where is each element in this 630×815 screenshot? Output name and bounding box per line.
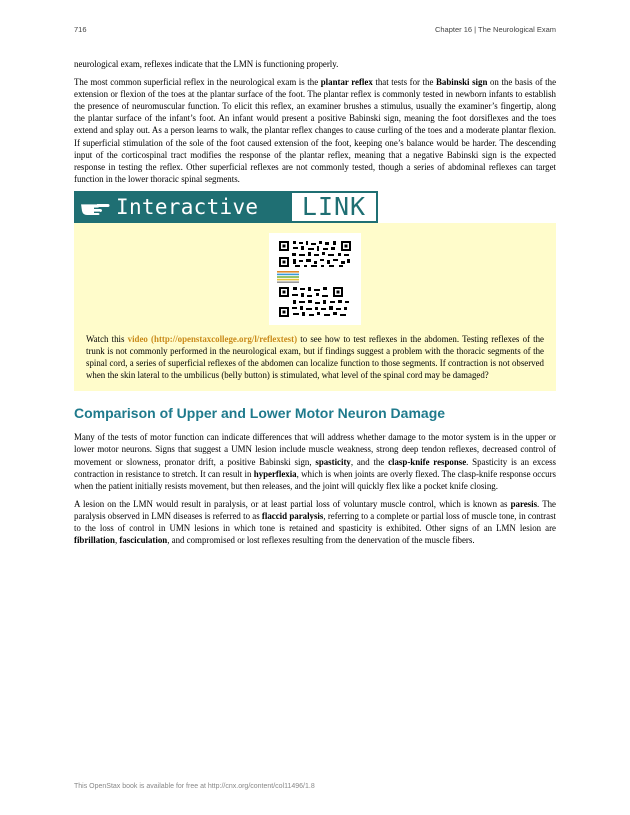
term-fasciculation: fasciculation: [119, 535, 168, 546]
paragraph-text: on the basis of the extension or flexion of the toes at the plantar surface of the foot. The plantar reflex is commonly tested in newborn infants to establish the presence of neuromuscular function. To elicit this reflex, an examiner brushes a stimulus, usually the examiner’s fingertip, along the plantar surface of the infant’s foot. An infant would present a positive Babinski sign, meaning the foot dorsiflexes and the toes extend and splay out. As a person learns to walk, the plantar reflex changes to cause curling of the toes and a moderate plantar flexion. If superficial stimulation of the sole of the foot caused extension of the foot, keeping one’s balance would be harder. The descending input of the corticospinal tract modifies the response of the plantar reflex, meaning that a negative Babinski sign is the expected response in testing the reflex. Other superficial reflexes are not commonly tested, though a series of abdominal reflexes can target function in the lower thoracic spinal segments.: [74, 77, 557, 184]
paragraph-text: , which is when joints are overly flexed. The clasp-knife response occurs when the patient initially resists movement, but then releases, and the joint will quickly flex like a pocket knife closing.: [74, 468, 556, 491]
page-header: [74, 25, 556, 37]
interactive-link-banner-right: [290, 191, 378, 223]
term-babinski-sign: Babinski sign: [435, 77, 488, 88]
link-text-before: Watch this: [86, 333, 128, 344]
interactive-link-banner-left: [74, 191, 290, 223]
paragraph-text: , and the: [350, 456, 389, 467]
chapter-title: Chapter 16 | The Neurological Exam: [434, 25, 556, 34]
term-spasticity: spasticity: [315, 456, 351, 467]
interactive-link-banner: [74, 191, 378, 223]
term-clasp-knife-response: clasp-knife response: [388, 456, 467, 467]
body-paragraph-2: [74, 76, 556, 185]
term-paresis: paresis: [510, 498, 538, 509]
video-link[interactable]: video (http://openstaxcollege.org/l/reflextest): [127, 333, 298, 344]
page-content: [74, 58, 556, 552]
pointing-hand-icon: [80, 198, 110, 216]
page-footer: This OpenStax book is available for free at http://cnx.org/content/col11496/1.8: [74, 783, 315, 790]
page-number: 716: [74, 25, 87, 34]
paragraph-text: , and compromised or lost reflexes resulting from the denervation of the muscle fibers.: [167, 535, 475, 546]
interactive-link-text: [86, 333, 544, 381]
paragraph-text: . Spasticity is an excess contraction in resistance to stretch. It can result in: [74, 456, 556, 479]
paragraph-text: neurological exam, reflexes indicate that the LMN is functioning properly.: [74, 59, 339, 69]
paragraph-text: , referring to a complete or partial loss of muscle tone, in contrast to the loss of control in UMN lesions in which tone is retained and spasticity is exhibited. Other signs of an LMN lesion are: [74, 510, 556, 533]
paragraph-text: A lesion on the LMN would result in paralysis, or at least partial loss of voluntary muscle control, which is known as: [74, 498, 511, 509]
term-plantar-reflex: plantar reflex: [320, 77, 373, 88]
banner-interactive-label: Interactive: [116, 194, 259, 219]
section-paragraph-2: [74, 498, 556, 546]
banner-link-label: LINK: [301, 192, 367, 222]
paragraph-text: The most common superficial reflex in the neurological exam is the: [74, 77, 321, 88]
interactive-link-box: [74, 223, 556, 391]
body-paragraph-1: [74, 58, 556, 70]
paragraph-text: Many of the tests of motor function can indicate differences that will address whether damage to the motor system is in the upper or lower motor neurons. Signs that suggest a UMN lesion include muscle weakness, strong deep tendon reflexes, decreased control of movement or slowness, pronator drift, a positive Babinski sign,: [74, 432, 556, 467]
qr-code-container[interactable]: [269, 233, 361, 325]
term-flaccid-paralysis: flaccid paralysis: [261, 510, 324, 521]
qr-code-icon: [273, 237, 357, 321]
paragraph-text: ,: [114, 535, 120, 546]
term-hyperflexia: hyperflexia: [253, 468, 297, 479]
section-heading: Comparison of Upper and Lower Motor Neuron Damage: [74, 405, 446, 422]
section-paragraph-1: [74, 431, 556, 491]
paragraph-text: that tests for the: [372, 77, 436, 88]
link-text-after: to see how to test reflexes in the abdomen. Testing reflexes of the trunk is not commonly performed in the neurological exam, but if findings suggest a problem with the thoracic segments of the spinal cord, a series of superficial reflexes of the abdomen can localize function to those segments. If contraction is not observed when the skin lateral to the umbilicus (belly button) is stimulated, what level of the spinal cord may be damaged?: [86, 333, 545, 381]
paragraph-text: . The paralysis observed in LMN diseases is referred to as: [74, 498, 556, 521]
term-fibrillation: fibrillation: [74, 535, 115, 546]
